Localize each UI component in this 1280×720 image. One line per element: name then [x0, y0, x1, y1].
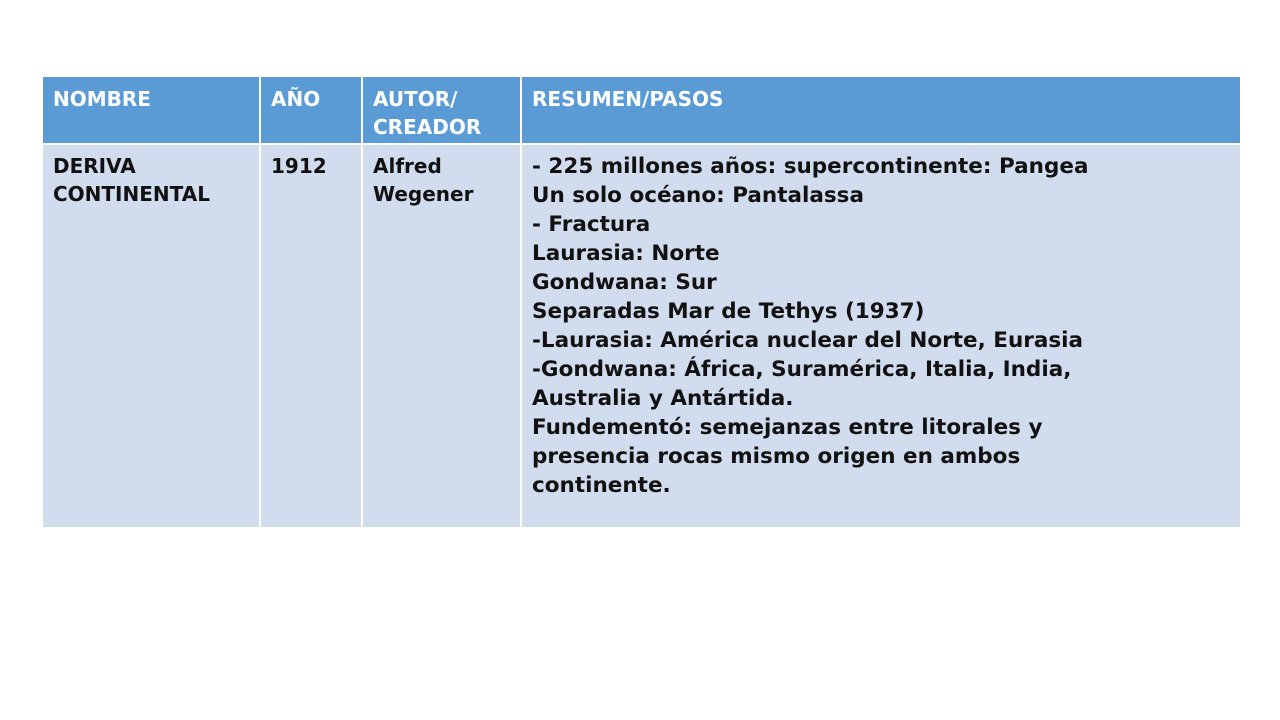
resumen-line: continente. [532, 473, 671, 498]
autor-line-1: Alfred [373, 154, 442, 178]
header-autor [362, 76, 521, 144]
autor-line-2: Wegener [373, 182, 474, 206]
header-resumen-label: RESUMEN/PASOS [532, 87, 724, 111]
header-nombre-label: NOMBRE [53, 87, 151, 111]
resumen-line: -Gondwana: África, Suramérica, Italia, India, [532, 357, 1072, 382]
nombre-line-1: DERIVA [53, 154, 136, 178]
resumen-line: - Fractura [532, 212, 651, 237]
resumen-line: -Laurasia: América nuclear del Norte, Eurasia [532, 328, 1084, 353]
resumen-line: Gondwana: Sur [532, 270, 717, 295]
anio-value: 1912 [271, 154, 327, 178]
resumen-line: Fundementó: semejanzas entre litorales y [532, 415, 1043, 440]
resumen-line: Un solo océano: Pantalassa [532, 183, 864, 208]
table-header-row [42, 76, 1241, 144]
resumen-line: - 225 millones años: supercontinente: Pangea [532, 154, 1089, 179]
header-anio [260, 76, 362, 144]
header-nombre [42, 76, 260, 144]
header-autor-label-line-2: CREADOR [373, 115, 482, 139]
header-anio-label: AÑO [271, 87, 321, 111]
resumen-line: presencia rocas mismo origen en ambos [532, 444, 1021, 469]
table-row [42, 144, 1241, 528]
header-autor-label-line-1: AUTOR/ [373, 87, 458, 111]
cell-autor [362, 144, 521, 528]
cell-resumen [521, 144, 1241, 528]
resumen-line: Laurasia: Norte [532, 241, 720, 266]
cell-anio [260, 144, 362, 528]
resumen-line: Australia y Antártida. [532, 386, 794, 411]
theory-table [41, 75, 1242, 529]
cell-nombre [42, 144, 260, 528]
header-resumen [521, 76, 1241, 144]
nombre-line-2: CONTINENTAL [53, 182, 210, 206]
resumen-line: Separadas Mar de Tethys (1937) [532, 299, 925, 324]
